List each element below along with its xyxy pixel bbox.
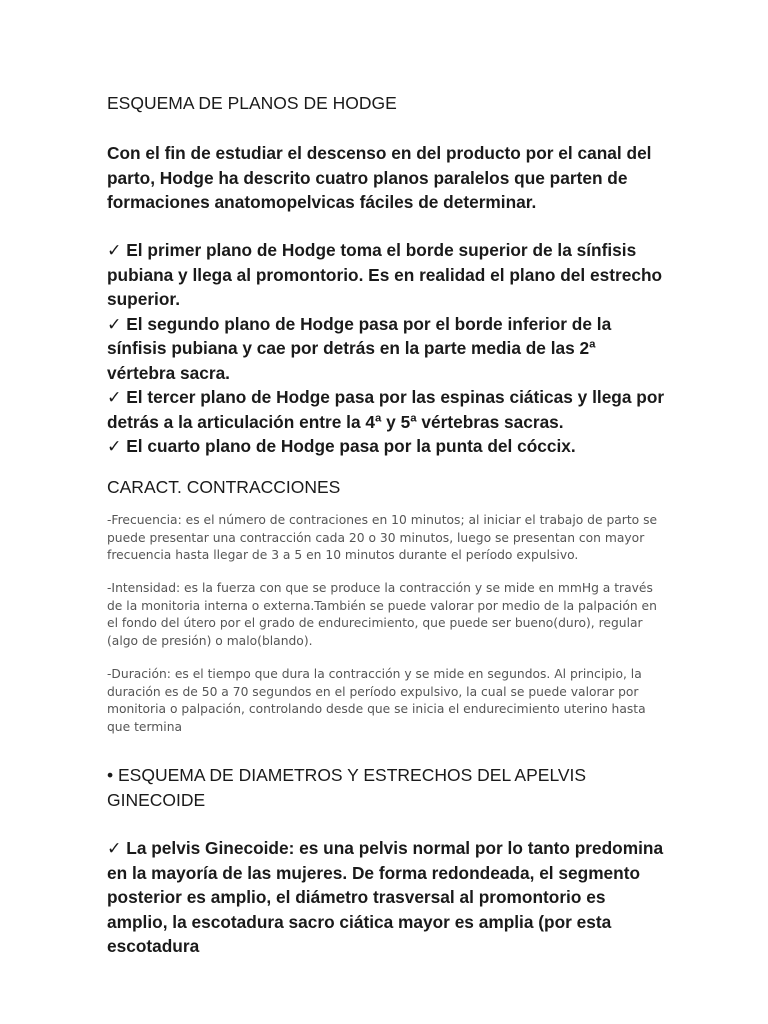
intensidad-paragraph: -Intensidad: es la fuerza con que se produce la contracción y se mide en mmHg a través de la monitoria interna o externa.También se puede valorar por medio de la palpación en el fondo del útero por el grado de endurecimiento, que puede ser bueno(duro), regular (algo de presión) o malo(blando).	[107, 581, 657, 648]
plano-item-2: ✓ El segundo plano de Hodge pasa por el borde inferior de la sínfisis pubiana y cae por detrás en la parte media de las 2ª vértebra sacra.	[107, 313, 612, 383]
plano-item-4: ✓ El cuarto plano de Hodge pasa por la punta del cóccix.	[107, 436, 576, 456]
contracciones-heading: CARACT. CONTRACCIONES	[107, 477, 341, 497]
pelvis-ginecoide-paragraph: ✓ La pelvis Ginecoide: es una pelvis normal por lo tanto predomina en la mayoría de las mujeres. De forma redondeada, el segmento posterior es amplio, el diámetro trasversal al promontorio es amplio, la escotadura sacro ciática mayor es amplia (por esta escotadura	[107, 838, 664, 956]
diametros-heading: • ESQUEMA DE DIAMETROS Y ESTRECHOS DEL APELVIS GINECOIDE	[107, 765, 587, 810]
plano-item-1: ✓ El primer plano de Hodge toma el borde superior de la sínfisis pubiana y llega al promontorio. Es en realidad el plano del estrecho superior.	[107, 240, 663, 309]
frecuencia-paragraph: -Frecuencia: es el número de contraciones en 10 minutos; al iniciar el trabajo de parto se puede presentar una contracción cada 20 o 30 minutos, luego se presentan con mayor frecuencia hasta llegar de 3 a 5 en 10 minutos durante el período expulsivo.	[107, 513, 658, 563]
duracion-paragraph: -Duración: es el tiempo que dura la contracción y se mide en segundos. Al principio, la duración es de 50 a 70 segundos en el período expulsivo, la cual se puede valorar por monitoria o palpación, controlando desde que se inicia el endurecimiento uterino hasta que termina	[107, 667, 646, 734]
plano-item-3: ✓ El tercer plano de Hodge pasa por las espinas ciáticas y llega por detrás a la articulación entre la 4ª y 5ª vértebras sacras.	[107, 387, 665, 432]
page-title: ESQUEMA DE PLANOS DE HODGE	[107, 93, 397, 113]
planos-list	[107, 238, 667, 459]
intro-paragraph: Con el fin de estudiar el descenso en del producto por el canal del parto, Hodge ha descrito cuatro planos paralelos que parten de formaciones anatomopelvicas fáciles de determinar.	[107, 143, 652, 212]
